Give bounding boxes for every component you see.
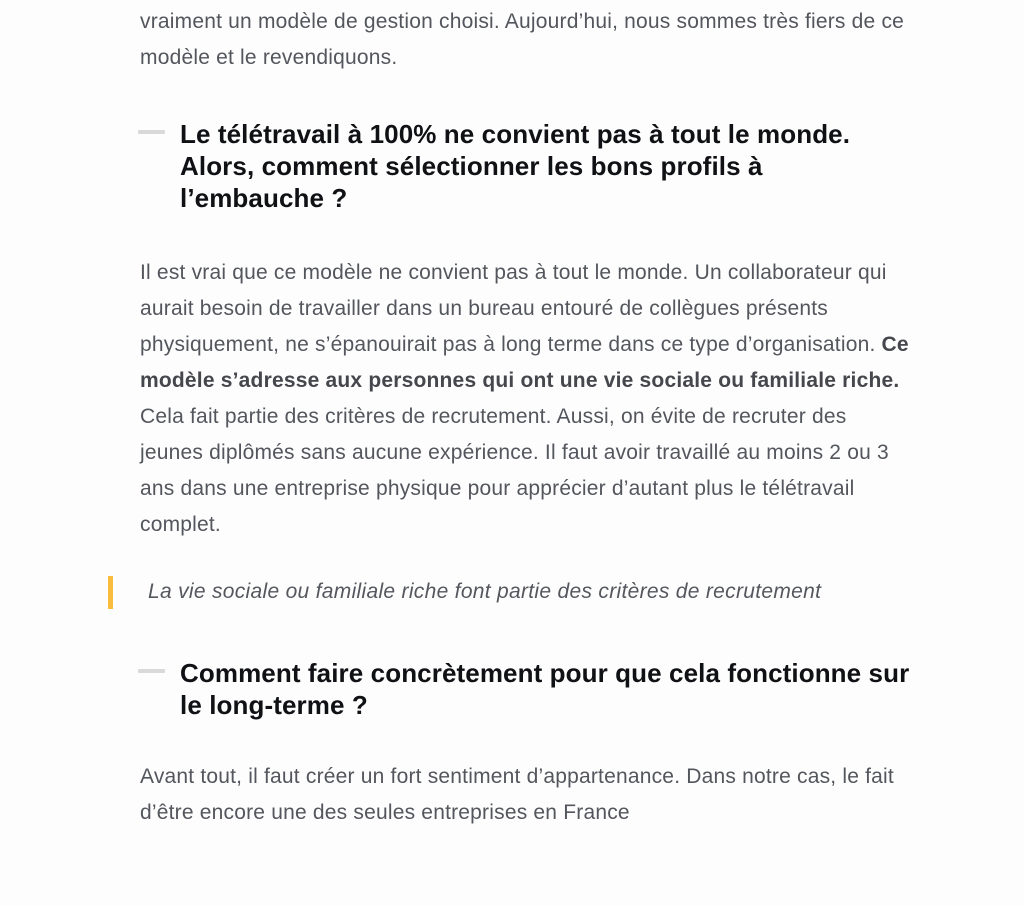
pullquote (108, 574, 914, 609)
heading-dash-icon (138, 130, 165, 134)
pullquote-text: La vie sociale ou familiale riche font partie des critères de recrutement (148, 580, 822, 603)
paragraph-answer-1 (140, 255, 914, 543)
answer-1-text-start: Il est vrai que ce modèle ne convient pas à tout le monde. Un collaborateur qui aurait besoin de travailler dans un bureau entouré de collègues présents physiquement, ne s’épanouirait pas à long terme dans ce type d’organisation. (140, 261, 887, 356)
answer-1-text-end: Cela fait partie des critères de recrutement. Aussi, on évite de recruter des jeunes diplômés sans aucune expérience. Il faut avoir travaillé au moins 2 ou 3 ans dans une entreprise physique pour apprécier d’autant plus le télétravail complet. (140, 405, 889, 536)
paragraph-answer-2: Avant tout, il faut créer un fort sentiment d’appartenance. Dans notre cas, le fait d’être encore une des seules entreprises en France (140, 765, 894, 824)
question-heading-1 (138, 118, 914, 214)
question-1-text: Le télétravail à 100% ne convient pas à tout le monde. Alors, comment sélectionner les bons profils à l’embauche ? (180, 119, 851, 213)
answer-1-bold-highlight: Ce modèle s’adresse aux personnes qui ont une vie sociale ou familiale riche. (140, 333, 909, 392)
paragraph-intro: vraiment un modèle de gestion choisi. Aujourd’hui, nous sommes très fiers de ce modèle et le revendiquons. (140, 10, 905, 69)
question-heading-2 (138, 657, 914, 721)
question-2-text: Comment faire concrètement pour que cela fonctionne sur le long-terme ? (180, 658, 910, 720)
heading-dash-icon (138, 669, 165, 673)
pullquote-accent-bar (108, 576, 113, 609)
